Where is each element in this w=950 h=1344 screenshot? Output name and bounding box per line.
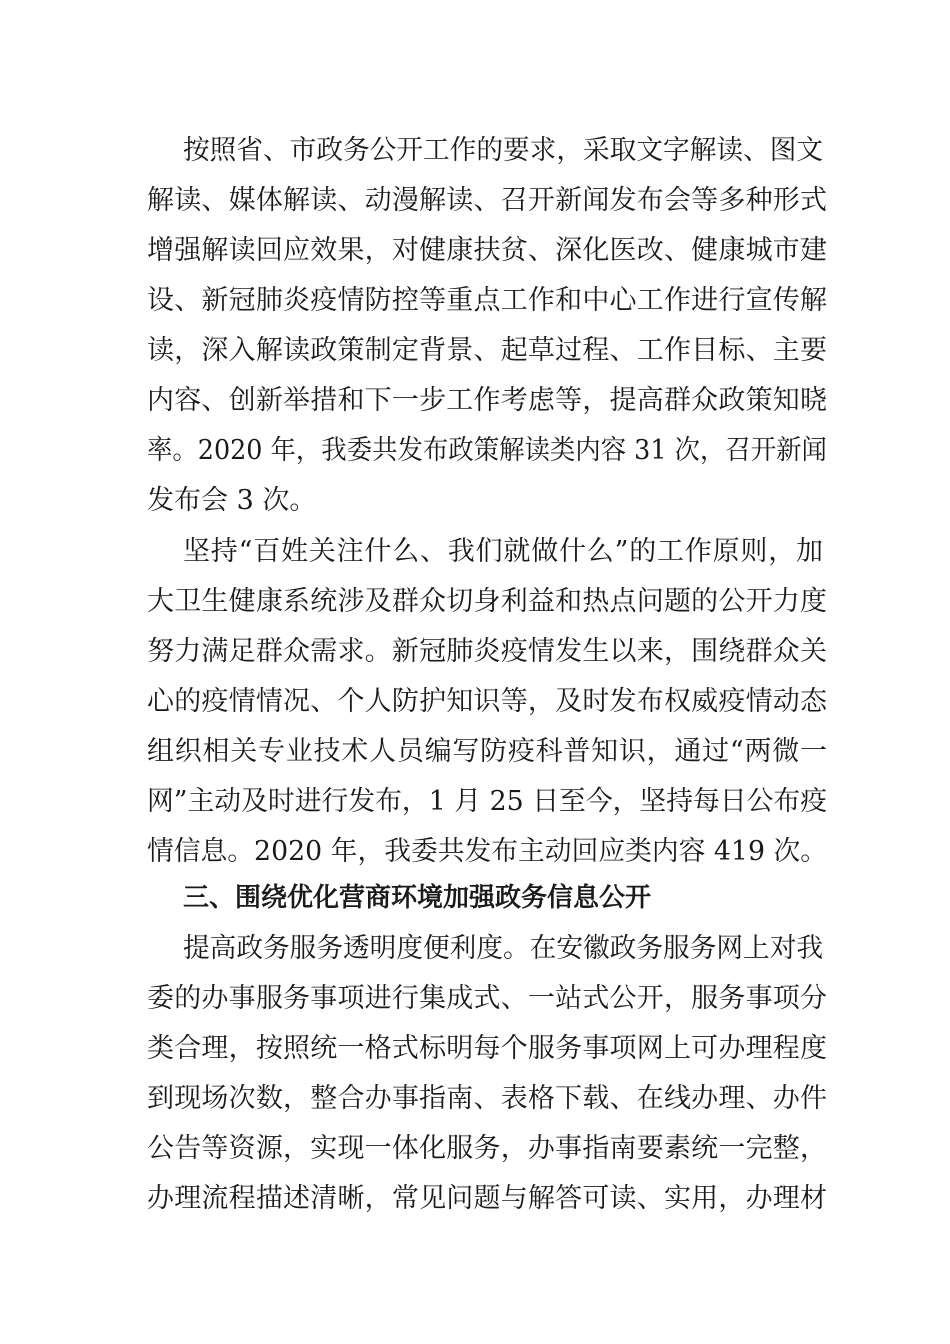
paragraph-3-line-3: 类合理，按照统一格式标明每个服务事项网上可办理程度 <box>147 1033 828 1064</box>
paragraph-2-line-3: 努力满足群众需求。新冠肺炎疫情发生以来，围绕群众关 <box>147 636 828 667</box>
paragraph-1-line-6: 内容、创新举措和下一步工作考虑等，提高群众政策知晓 <box>147 385 828 416</box>
paragraph-2-line-1: 坚持“百姓关注什么、我们就做什么”的工作原则，加 <box>183 536 824 567</box>
paragraph-2-line-5: 组织相关专业技术人员编写防疫科普知识，通过“两微一 <box>147 736 828 767</box>
section-heading: 三、围绕优化营商环境加强政务信息公开 <box>183 883 652 913</box>
paragraph-1-line-5: 读，深入解读政策制定背景、起草过程、工作目标、主要 <box>147 335 828 366</box>
paragraph-1-line-4: 设、新冠肺炎疫情防控等重点工作和中心工作进行宣传解 <box>147 285 828 316</box>
paragraph-3-line-1: 提高政务服务透明度便利度。在安徽政务服务网上对我 <box>183 933 824 964</box>
paragraph-3-line-6: 办理流程描述清晰，常见问题与解答可读、实用，办理材 <box>147 1183 828 1214</box>
paragraph-2-line-7: 情信息。2020 年，我委共发布主动回应类内容 419 次。 <box>147 836 828 867</box>
paragraph-2-line-4: 心的疫情情况、个人防护知识等，及时发布权威疫情动态 <box>147 686 828 717</box>
paragraph-3-line-4: 到现场次数，整合办事指南、表格下载、在线办理、办件 <box>147 1083 828 1114</box>
paragraph-3-line-2: 委的办事服务事项进行集成式、一站式公开，服务事项分 <box>147 983 828 1014</box>
paragraph-1-line-7: 率。2020 年，我委共发布政策解读类内容 31 次，召开新闻 <box>147 435 827 466</box>
paragraph-1-line-3: 增强解读回应效果，对健康扶贫、深化医改、健康城市建 <box>147 235 828 266</box>
paragraph-1-line-8: 发布会 3 次。 <box>147 485 317 516</box>
paragraph-2-line-2: 大卫生健康系统涉及群众切身利益和热点问题的公开力度 <box>147 586 828 617</box>
paragraph-1-line-1: 按照省、市政务公开工作的要求，采取文字解读、图文 <box>183 135 824 166</box>
paragraph-2-line-6: 网”主动及时进行发布，1 月 25 日至今，坚持每日公布疫 <box>147 786 828 817</box>
paragraph-1-line-2: 解读、媒体解读、动漫解读、召开新闻发布会等多种形式 <box>147 185 828 216</box>
paragraph-3-line-5: 公告等资源，实现一体化服务，办事指南要素统一完整， <box>147 1133 828 1164</box>
